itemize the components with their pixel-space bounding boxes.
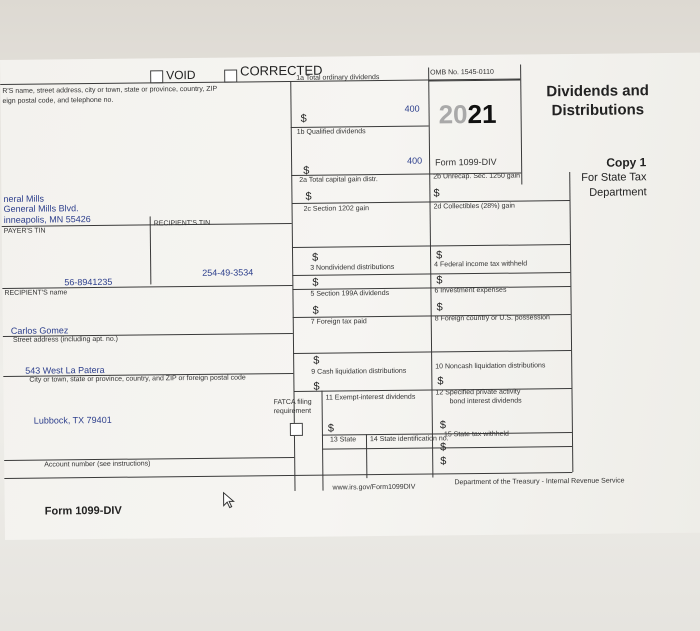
rule: [322, 446, 572, 450]
box-15-label: 15 State tax withheld: [443, 430, 509, 439]
box-2b-label: 2b Unrecap. Sec. 1250 gain: [433, 172, 521, 181]
footer-form-name: Form 1099-DIV: [44, 504, 122, 518]
omb-number: OMB No. 1545-0110: [430, 68, 494, 77]
form-label: Form 1099-DIV: [435, 156, 497, 168]
box-2a-label: 2a Total capital gain distr.: [299, 176, 378, 184]
street-label: Street address (including apt. no.): [12, 335, 119, 344]
rule: [2, 285, 292, 289]
footer-url: www.irs.gov/Form1099DIV: [332, 483, 416, 492]
box-3-dollar: $: [312, 251, 319, 264]
payer-name-label: R'S name, street address, city or town, state or province, country, ZIP: [2, 85, 218, 95]
box-2b-dollar: $: [433, 187, 440, 200]
box-15-dollar-2: $: [440, 455, 447, 468]
box-1b-value: 400: [407, 155, 423, 166]
form-title: Dividends and Distributions: [546, 82, 649, 120]
box-7-label: 7 Foreign tax paid: [310, 318, 367, 326]
box-4-dollar-top: $: [436, 249, 443, 262]
box-8-label: 8 Foreign country or U.S. possession: [434, 314, 550, 323]
box-12-label-2: bond interest dividends: [449, 397, 522, 406]
box-9-label: 9 Cash liquidation distributions: [311, 367, 407, 376]
rule: [150, 216, 152, 284]
box-11-dollar: $: [327, 422, 335, 435]
box-12-dollar: $: [439, 419, 447, 432]
box-1a-label: 1a Total ordinary dividends: [296, 74, 380, 82]
rule: [366, 434, 367, 478]
payer-tin-label: PAYER'S TIN: [3, 227, 46, 235]
recipient-city: Lubbock, TX 79401: [33, 414, 112, 426]
box-4-label: 4 Federal income tax withheld: [434, 260, 528, 269]
box-5-label: 5 Section 199A dividends: [310, 289, 390, 298]
box-13-label: 13 State: [329, 436, 357, 444]
payer-name: neral Mills: [3, 193, 45, 204]
box-2a-dollar: $: [305, 190, 312, 203]
payer-city: inneapolis, MN 55426: [3, 214, 91, 225]
fatca-checkbox[interactable]: [290, 423, 303, 436]
account-label: Account number (see instructions): [44, 460, 151, 469]
box-14-label: 14 State identification no.: [369, 435, 449, 444]
tax-year: 2021: [438, 98, 497, 130]
rule: [428, 80, 520, 82]
box-15-dollar: $: [440, 441, 447, 454]
box-2d-label: 2d Collectibles (28%) gain: [433, 202, 515, 211]
fatca-label-2: requirement: [273, 407, 312, 416]
recipient-street: 543 West La Patera: [25, 364, 105, 376]
mouse-cursor-icon: [223, 492, 237, 510]
box-1b-label: 1b Qualified dividends: [296, 128, 366, 136]
payer-address: General Mills Blvd.: [3, 203, 79, 214]
box-5-dollar-top: $: [312, 276, 319, 289]
void-label: VOID: [166, 67, 196, 83]
corrected-label: CORRECTED: [240, 62, 323, 79]
box-3-label: 3 Nondividend distributions: [310, 263, 395, 272]
box-6-label: 6 Investment expenses: [434, 286, 507, 295]
payer-name-label-2: eign postal code, and telephone no.: [2, 96, 114, 105]
box-2c-label: 2c Section 1202 gain: [303, 205, 370, 213]
rule: [520, 65, 522, 185]
box-6-dollar: $: [436, 301, 443, 314]
city-label: City or town, state or province, country, and ZIP or foreign postal code: [29, 374, 246, 384]
rule: [569, 172, 573, 472]
recipient-tin-value: 254-49-3534: [202, 267, 254, 278]
box-4-dollar: $: [436, 274, 443, 287]
box-10-dollar: $: [437, 375, 444, 388]
copy-designation: Copy 1 For State Tax Department: [581, 155, 647, 199]
box-9-dollar-top: $: [313, 354, 320, 367]
footer-dept: Department of the Treasury - Internal Revenue Service: [454, 477, 625, 487]
payer-tin-value: 56-8941235: [64, 276, 113, 288]
box-1a-value: 400: [404, 103, 420, 114]
box-1a-dollar: $: [300, 112, 307, 125]
box-1b-dollar: $: [303, 164, 310, 177]
form-1099-div: [0, 53, 700, 540]
box-12-label: 12 Specified private activity: [435, 388, 521, 397]
box-11-label: 11 Exempt-interest dividends: [325, 393, 416, 402]
fatca-label: FATCA filing: [273, 398, 312, 407]
recipient-name-label: RECIPIENT'S name: [4, 289, 68, 297]
recipient-name: Carlos Gomez: [10, 325, 69, 336]
box-10-label: 10 Noncash liquidation distributions: [435, 362, 546, 371]
box-9-dollar: $: [313, 380, 320, 393]
recipient-tin-label: RECIPIENT'S TIN: [153, 219, 211, 228]
box-5-dollar: $: [312, 304, 319, 317]
